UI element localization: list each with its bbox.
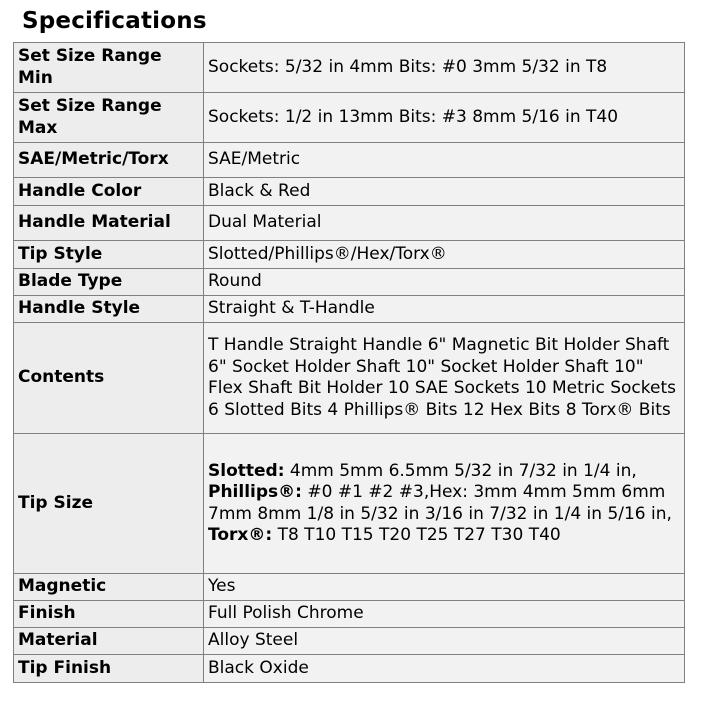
torx-label: Torx®: xyxy=(208,525,273,545)
torx-value: T8 T10 T15 T20 T25 T27 T30 T40 xyxy=(272,525,561,545)
spec-label: Material xyxy=(14,628,204,655)
spec-value: Dual Material xyxy=(204,206,685,241)
table-row xyxy=(14,206,685,241)
spec-value-tip-size xyxy=(204,434,685,574)
spec-value: Black Oxide xyxy=(204,655,685,683)
table-row xyxy=(14,628,685,655)
spec-value: Black & Red xyxy=(204,178,685,206)
spec-label: Handle Style xyxy=(14,296,204,323)
table-row xyxy=(14,434,685,574)
table-row xyxy=(14,93,685,143)
table-row xyxy=(14,574,685,601)
slotted-label: Slotted: xyxy=(208,460,285,481)
spec-label: Tip Style xyxy=(14,241,204,269)
slotted-value: 4mm 5mm 6.5mm 5/32 in 7/32 in 1/4 in, xyxy=(284,460,637,481)
spec-label: Handle Color xyxy=(14,178,204,206)
spec-value: Sockets: 5/32 in 4mm Bits: #0 3mm 5/32 in T8 xyxy=(204,43,685,93)
spec-label: Finish xyxy=(14,601,204,628)
table-row xyxy=(14,601,685,628)
spec-label: SAE/Metric/Torx xyxy=(14,143,204,178)
table-row xyxy=(14,323,685,434)
spec-value: Straight & T-Handle xyxy=(204,296,685,323)
spec-value: Yes xyxy=(204,574,685,601)
spec-label: Tip Size xyxy=(14,434,204,574)
page-title: Specifications xyxy=(22,8,207,34)
spec-value: Full Polish Chrome xyxy=(204,601,685,628)
spec-label: Contents xyxy=(14,323,204,434)
specifications-table xyxy=(13,42,685,683)
spec-label: Set Size Range Max xyxy=(14,93,204,143)
spec-value: SAE/Metric xyxy=(204,143,685,178)
spec-value: Round xyxy=(204,269,685,296)
spec-label: Set Size Range Min xyxy=(14,43,204,93)
phillips-label: Phillips®: xyxy=(208,482,302,502)
table-row xyxy=(14,178,685,206)
spec-value: Alloy Steel xyxy=(204,628,685,655)
spec-label: Magnetic xyxy=(14,574,204,601)
spec-label: Tip Finish xyxy=(14,655,204,683)
table-row xyxy=(14,655,685,683)
spec-value: Sockets: 1/2 in 13mm Bits: #3 8mm 5/16 in T40 xyxy=(204,93,685,143)
table-row xyxy=(14,241,685,269)
table-row xyxy=(14,43,685,93)
spec-label: Handle Material xyxy=(14,206,204,241)
spec-value: T Handle Straight Handle 6" Magnetic Bit Holder Shaft 6" Socket Holder Shaft 10" Socket Holder Shaft 10" Flex Shaft Bit Holder 10 SAE Sockets 10 Metric Sockets 6 Slotted Bits 4 Phillips® Bits 12 Hex Bits 8 Torx® Bits xyxy=(204,323,685,434)
table-row xyxy=(14,296,685,323)
table-row xyxy=(14,269,685,296)
phillips-value: #0 #1 #2 #3,Hex: 3mm 4mm 5mm 6mm 7mm 8mm 1/8 in 5/32 in 3/16 in 7/32 in 1/4 in 5/16 in, xyxy=(208,482,672,524)
spec-value: Slotted/Phillips®/Hex/Torx® xyxy=(204,241,685,269)
table-row xyxy=(14,143,685,178)
spec-label: Blade Type xyxy=(14,269,204,296)
